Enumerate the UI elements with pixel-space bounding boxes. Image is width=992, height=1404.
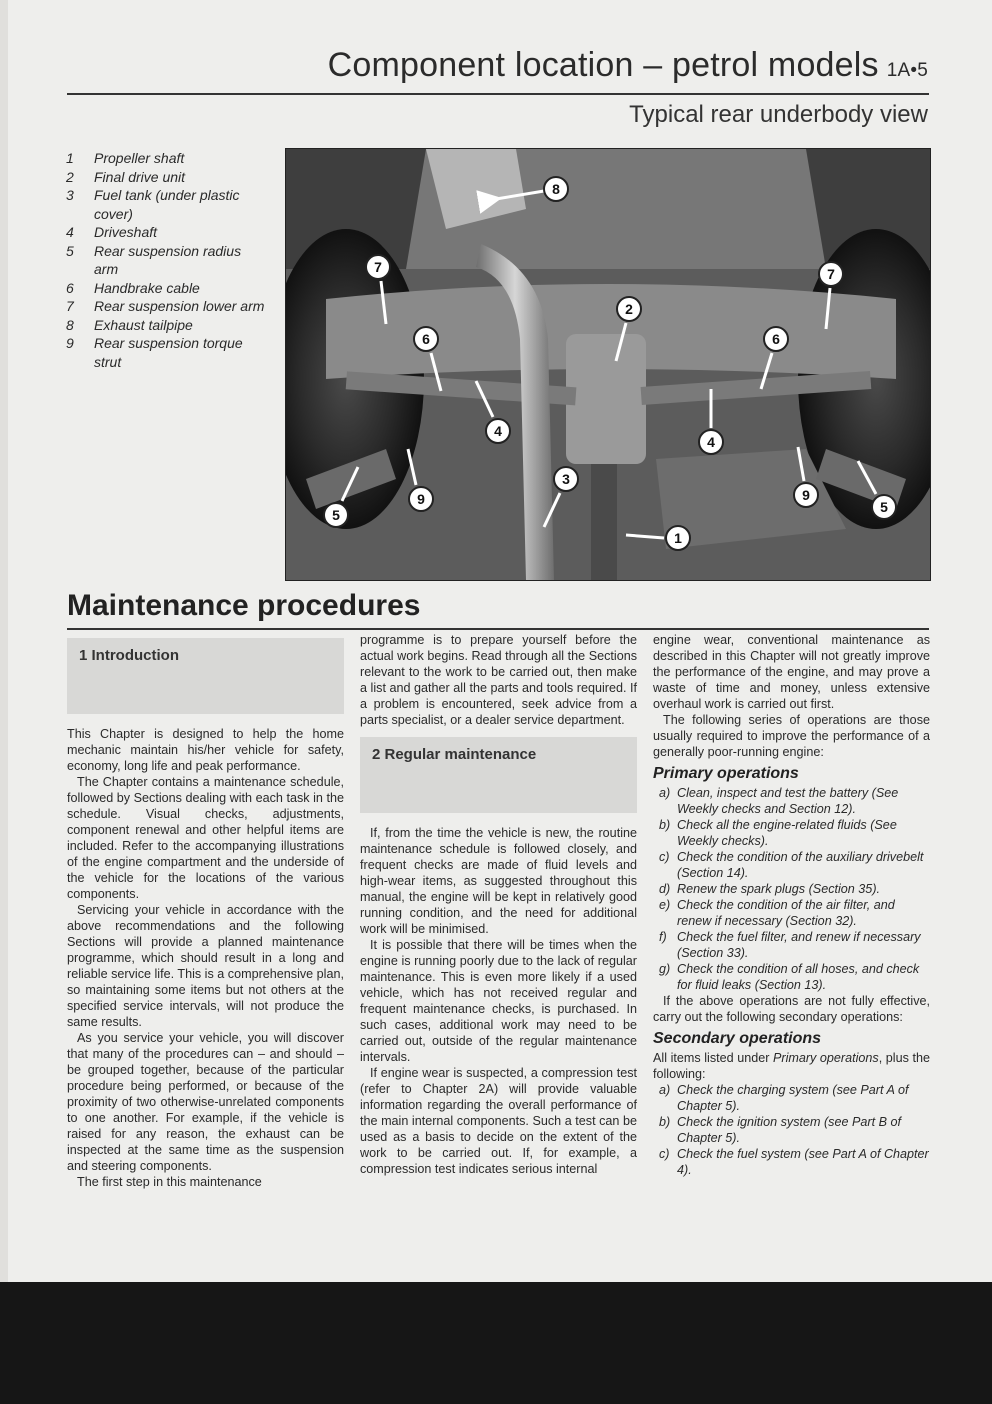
regular-heading-box xyxy=(360,737,637,813)
propeller-shaft xyxy=(591,464,617,580)
page-number: 1A•5 xyxy=(886,60,928,81)
list-item: f) Check the fuel filter, and renew if necessary (Section 33). xyxy=(659,930,921,960)
legend-item: 3 Fuel tank (under plastic cover) xyxy=(66,187,240,222)
list-item: g) Check the condition of all hoses, and check for fluid leaks (Section 13). xyxy=(659,962,920,992)
svg-text:6: 6 xyxy=(772,331,780,347)
svg-text:9: 9 xyxy=(417,491,425,507)
paragraph: All items listed under Primary operations, plus the following: xyxy=(653,1051,930,1081)
paragraph: If the above operations are not fully effective, carry out the following secondary operations: xyxy=(653,994,930,1024)
svg-text:5: 5 xyxy=(880,499,888,515)
primary-operations-list xyxy=(653,785,930,993)
svg-text:1: 1 xyxy=(674,530,682,546)
paragraph: The first step in this maintenance xyxy=(77,1175,262,1189)
primary-operations-heading: Primary operations xyxy=(653,765,799,782)
scan-bottom-shadow xyxy=(0,1282,992,1404)
page-title: Component location – petrol models 1A•5 xyxy=(327,46,928,84)
list-item: a) Clean, inspect and test the battery (See Weekly checks and Section 12). xyxy=(659,786,899,816)
text-column-1 xyxy=(67,632,344,1190)
svg-text:4: 4 xyxy=(707,434,715,450)
paragraph: The Chapter contains a maintenance schedule, followed by Sections dealing with each task in the schedule. Visual checks, adjustments, component renewal and other helpful items are included. Refer to the accompanying illustrations of the engine compartment and the underside of the vehicle for the locations of the various components. xyxy=(67,775,344,901)
paragraph: The following series of operations are those usually required to improve the performance of a generally poor-running engine: xyxy=(653,713,930,759)
legend-item: 1 Propeller shaft xyxy=(66,150,185,166)
intro-heading: 1 Introduction xyxy=(79,647,179,664)
legend-item: 9 Rear suspension torque strut xyxy=(66,335,243,370)
paragraph: programme is to prepare yourself before the actual work begins. Read through all the Sections relevant to the work to be carried out, then make a list and gather all the parts and tools required. If a problem is encountered, seek advice from a parts specialist, or a dealer service department. xyxy=(360,633,637,727)
svg-text:7: 7 xyxy=(374,259,382,275)
list-item: a) Check the charging system (see Part A of Chapter 5). xyxy=(659,1083,909,1113)
svg-text:3: 3 xyxy=(562,471,570,487)
regular-heading: 2 Regular maintenance xyxy=(372,746,537,763)
section-heading: Maintenance procedures xyxy=(67,589,421,622)
paragraph: Servicing your vehicle in accordance with the above recommendations and the following Sections will provide a planned maintenance programme, which should result in a long and reliable service life. This is a comprehensive plan, so maintaining some items but not others at the specified service intervals, will not produce the same results. xyxy=(67,903,344,1029)
section-rule xyxy=(67,628,929,630)
svg-text:7: 7 xyxy=(827,266,835,282)
page-edge-shadow xyxy=(0,0,8,1282)
paragraph: This Chapter is designed to help the home mechanic maintain his/her vehicle for safety, economy, long life and peak performance. xyxy=(67,727,344,773)
text-column-3 xyxy=(653,632,930,1178)
legend-item: 8 Exhaust tailpipe xyxy=(66,316,193,333)
component-legend xyxy=(66,149,266,371)
list-item: b) Check all the engine-related fluids (See Weekly checks). xyxy=(659,818,897,848)
header-rule xyxy=(67,93,929,95)
svg-text:6: 6 xyxy=(422,331,430,347)
paragraph: If engine wear is suspected, a compression test (refer to Chapter 2A) will provide valuable information regarding the overall performance of the main internal components. Such a test can be used as a basis to decide on the extent of the work to be carried out. If, for example, a compression test indicates serious internal xyxy=(360,1066,637,1176)
paragraph: engine wear, conventional maintenance as described in this Chapter will not greatly improve the performance of the engine, and may prove a waste of time and money, unless extensive overhaul work is carried out first. xyxy=(653,633,930,711)
final-drive-unit xyxy=(566,334,646,464)
svg-text:8: 8 xyxy=(552,181,560,197)
secondary-operations-heading: Secondary operations xyxy=(653,1030,822,1047)
text-column-2 xyxy=(360,632,637,1177)
svg-text:4: 4 xyxy=(494,423,502,439)
paragraph: It is possible that there will be times when the engine is running poorly due to the lack of regular maintenance. This is even more likely if a used vehicle, which has not received regular and frequent maintenance checks, is purchased. In such cases, additional work may need to be carried out, outside of the regular maintenance intervals. xyxy=(360,938,637,1064)
list-item: d) Renew the spark plugs (Section 35). xyxy=(659,882,881,896)
underbody-photo xyxy=(285,148,931,581)
secondary-operations-list xyxy=(653,1082,930,1178)
figure-title: Typical rear underbody view xyxy=(629,101,928,128)
legend-item: 7 Rear suspension lower arm xyxy=(66,298,265,314)
paragraph: If, from the time the vehicle is new, the routine maintenance schedule is followed closely, and frequent checks are made of fluid levels and high-wear items, as suggested throughout this manual, the engine will be kept in relatively good running condition, and the need for additional work will be minimised. xyxy=(360,826,637,936)
list-item: e) Check the condition of the air filter, and renew if necessary (Section 32). xyxy=(659,898,895,928)
svg-text:5: 5 xyxy=(332,507,340,523)
svg-text:2: 2 xyxy=(625,301,633,317)
list-item: c) Check the condition of the auxiliary drivebelt (Section 14). xyxy=(659,850,924,880)
legend-item: 4 Driveshaft xyxy=(66,224,158,240)
paragraph: As you service your vehicle, you will discover that many of the procedures can – and should – be grouped together, because of the particular procedure being performed, or because of the proximity of two otherwise-unrelated components to one another. For example, if the vehicle is raised for any reason, the exhaust can be inspected at the same time as the suspension and steering components. xyxy=(67,1031,344,1173)
intro-heading-box xyxy=(67,638,344,714)
legend-item: 6 Handbrake cable xyxy=(66,279,200,296)
legend-item: 2 Final drive unit xyxy=(66,168,186,185)
list-item: c) Check the fuel system (see Part A of Chapter 4). xyxy=(659,1147,929,1177)
list-item: b) Check the ignition system (see Part B of Chapter 5). xyxy=(659,1115,901,1145)
legend-item: 5 Rear suspension radius arm xyxy=(66,242,242,277)
svg-text:9: 9 xyxy=(802,487,810,503)
